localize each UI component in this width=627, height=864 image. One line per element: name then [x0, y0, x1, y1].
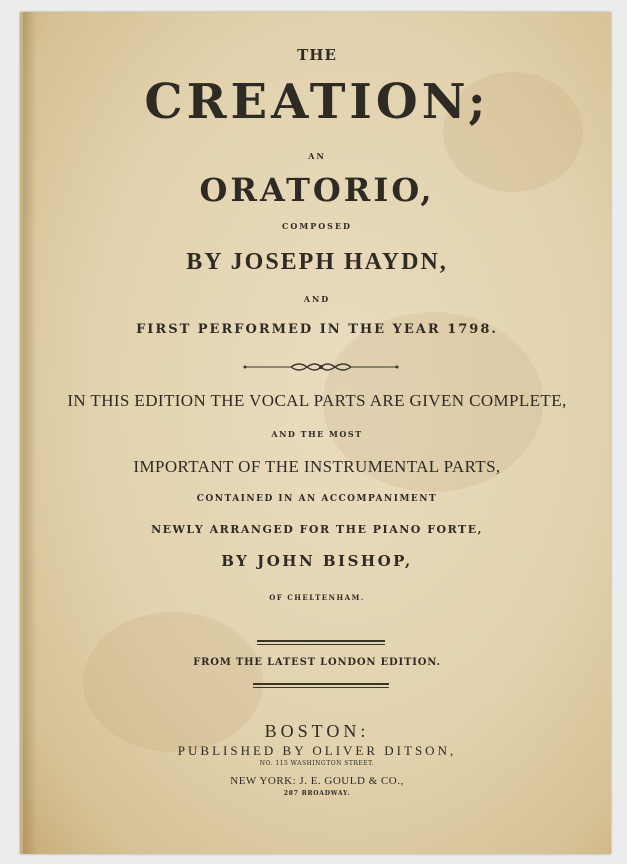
ornament-divider — [241, 360, 401, 374]
imprint-address: NO. 115 WASHINGTON STREET. — [259, 760, 375, 767]
and-the-most-line: AND THE MOST — [271, 429, 363, 439]
composer-line: BY JOSEPH HAYDN, — [186, 249, 448, 275]
important-line: IMPORTANT OF THE INSTRUMENTAL PARTS, — [133, 457, 501, 476]
title-page — [20, 12, 611, 854]
double-rule-top — [257, 640, 385, 645]
title-an: AN — [308, 151, 326, 161]
subtitle: ORATORIO, — [199, 171, 435, 209]
double-rule-bottom — [253, 683, 389, 688]
imprint-ny-address: 287 BROADWAY. — [283, 790, 351, 797]
arranged-line: NEWLY ARRANGED FOR THE PIANO FORTE, — [151, 523, 483, 536]
imprint-new-york: NEW YORK: J. E. GOULD & CO., — [230, 775, 404, 787]
imprint-publisher: PUBLISHED BY OLIVER DITSON, — [177, 743, 457, 758]
performed-line: FIRST PERFORMED IN THE YEAR 1798. — [136, 322, 498, 337]
imprint-city: BOSTON: — [264, 721, 370, 741]
and-label: AND — [303, 294, 331, 304]
main-title: CREATION; — [144, 74, 490, 130]
edition-line: IN THIS EDITION THE VOCAL PARTS ARE GIVEN COMPLETE, — [67, 391, 567, 410]
title-article: THE — [297, 46, 337, 64]
contained-line: CONTAINED IN AN ACCOMPANIMENT — [196, 494, 438, 504]
source-edition-line: FROM THE LATEST LONDON EDITION. — [193, 657, 441, 668]
composed-label: COMPOSED — [282, 221, 352, 231]
arranger-line: BY JOHN BISHOP, — [221, 552, 413, 570]
arranger-place: OF CHELTENHAM. — [269, 593, 365, 602]
